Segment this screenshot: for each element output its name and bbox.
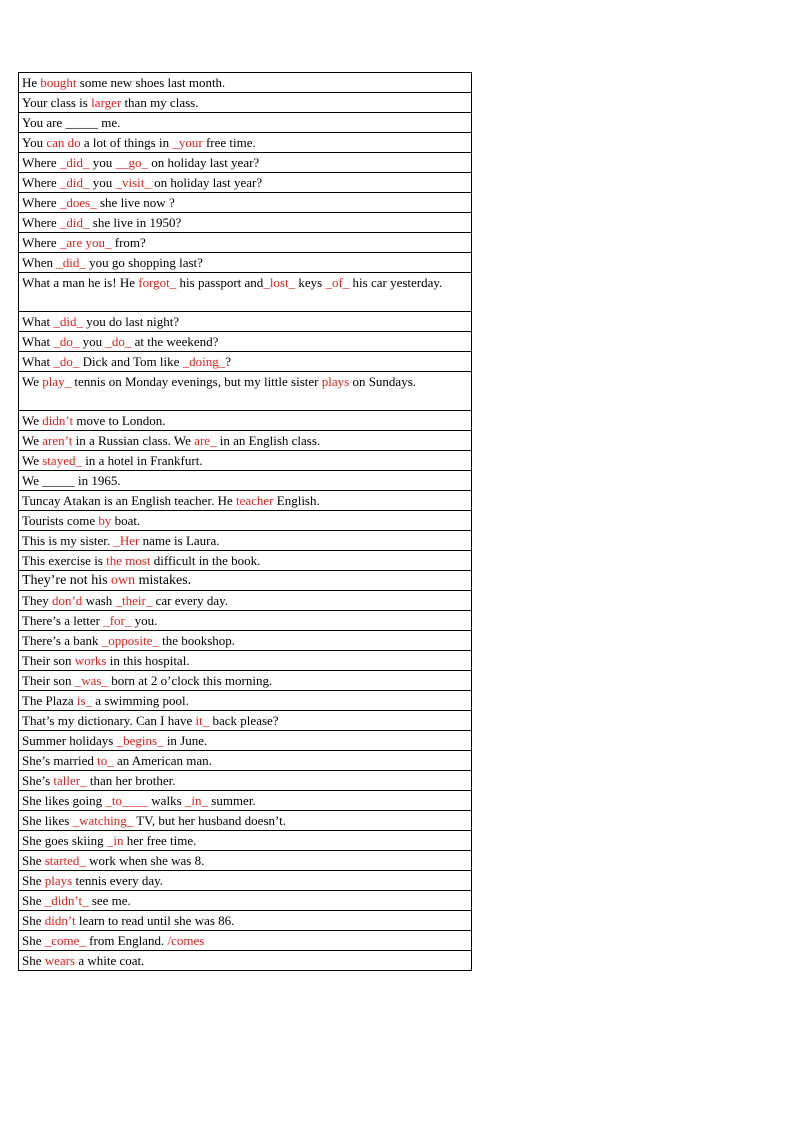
exercise-row [19, 451, 472, 471]
exercise-row [19, 411, 472, 431]
answer-text: _did_ [59, 174, 90, 190]
sentence-text: his passport and [176, 275, 264, 290]
sentence-text: We [22, 412, 43, 428]
sentence-text: work when she was 8. [85, 852, 205, 868]
sentence-text: in this hospital. [106, 652, 190, 668]
sentence-cell [19, 273, 472, 312]
sentence-cell [19, 591, 472, 611]
sentence-text: She [22, 932, 45, 948]
exercise-row [19, 691, 472, 711]
sentence-cell [19, 332, 472, 352]
sentence-text: English. [273, 492, 320, 508]
answer-text: _watching_ [72, 812, 134, 828]
sentence-cell [19, 751, 472, 771]
answer-text: _doing_ [182, 353, 226, 369]
sentence-cell [19, 372, 472, 411]
sentence-cell [19, 551, 472, 571]
sentence-cell [19, 173, 472, 193]
exercise-row [19, 93, 472, 113]
answer-text: _was_ [74, 672, 108, 688]
sentence-text: Their son [22, 672, 75, 688]
exercise-row [19, 531, 472, 551]
sentence-cell [19, 571, 472, 591]
answer-text: _do_ [53, 353, 80, 369]
answer-text: plays [44, 872, 73, 888]
sentence-text: the bookshop. [158, 632, 236, 648]
answer-text: didn’t [44, 912, 76, 928]
answer-text: is_ [76, 692, 93, 708]
sentence-text: you [89, 174, 116, 190]
sentence-text: Where [22, 214, 60, 230]
sentence-cell [19, 93, 472, 113]
exercise-row [19, 731, 472, 751]
exercise-row [19, 571, 472, 591]
sentence-text: She [22, 892, 45, 908]
sentence-text: you [89, 154, 116, 170]
exercise-row [19, 173, 472, 193]
answer-text: _their_ [115, 592, 153, 608]
sentence-text: her free time. [123, 832, 197, 848]
answer-text: started_ [44, 852, 86, 868]
answer-text: are_ [194, 432, 217, 448]
sentence-cell [19, 431, 472, 451]
sentence-cell [19, 831, 472, 851]
sentence-cell [19, 871, 472, 891]
exercise-row [19, 631, 472, 651]
sentence-cell [19, 113, 472, 133]
exercise-row [19, 911, 472, 931]
sentence-text: The Plaza [22, 692, 77, 708]
sentence-text: We [22, 432, 43, 448]
sentence-text: you. [131, 612, 158, 628]
sentence-text: She goes skiing [22, 832, 107, 848]
sentence-cell [19, 312, 472, 332]
sentence-cell [19, 531, 472, 551]
exercise-row [19, 332, 472, 352]
answer-text: _did_ [53, 313, 84, 329]
answer-text: _are you_ [59, 234, 112, 250]
sentence-text: Tuncay Atakan is an English teacher. He [22, 492, 236, 508]
sentence-text: There’s a bank [22, 632, 102, 648]
sentence-text: They [22, 592, 52, 608]
sentence-text: you do last night? [83, 313, 180, 329]
sentence-text: Dick and Tom like [79, 353, 183, 369]
sentence-cell [19, 233, 472, 253]
exercise-row [19, 133, 472, 153]
exercise-row [19, 611, 472, 631]
sentence-text: They’re not his [22, 572, 112, 588]
sentence-text: She’s [22, 772, 54, 788]
sentence-cell [19, 811, 472, 831]
sentence-cell [19, 911, 472, 931]
sentence-text: Where [22, 174, 60, 190]
sentence-cell [19, 411, 472, 431]
sentence-text: She likes [22, 812, 73, 828]
exercise-row [19, 951, 472, 971]
sentence-text: There’s a letter [22, 612, 104, 628]
exercise-row [19, 273, 472, 312]
sentence-text: She [22, 872, 45, 888]
sentence-text: difficult in the book. [150, 552, 261, 568]
sentence-text: What a man he is! He [22, 275, 139, 290]
sentence-text: This is my sister. [22, 532, 114, 548]
sentence-text: she live in 1950? [89, 214, 182, 230]
exercise-row [19, 312, 472, 332]
sentence-text: move to London. [73, 412, 166, 428]
sentence-text: She [22, 912, 45, 928]
exercise-row [19, 213, 472, 233]
answer-text: _did_ [56, 254, 86, 270]
sentence-text: name is Laura. [139, 532, 220, 548]
sentence-cell [19, 73, 472, 93]
sentence-cell [19, 951, 472, 971]
sentence-cell [19, 671, 472, 691]
exercise-row [19, 193, 472, 213]
sentence-text: We [22, 374, 43, 389]
answer-text: play_ [42, 374, 72, 389]
exercise-row [19, 591, 472, 611]
sentence-text: a lot of things in [80, 134, 173, 150]
sentence-text: She’s married [22, 752, 98, 768]
exercise-row [19, 253, 472, 273]
answer-text: _did_ [59, 214, 90, 230]
answer-text: larger [91, 94, 122, 110]
answer-text: wears [44, 952, 76, 968]
answer-text: /comes [167, 932, 205, 948]
sentence-text: You are _____ me. [22, 114, 121, 130]
exercise-row [19, 511, 472, 531]
exercise-row [19, 651, 472, 671]
sentence-text: This exercise is [22, 552, 107, 568]
exercise-row [19, 751, 472, 771]
sentence-text: She [22, 852, 45, 868]
sentence-cell [19, 491, 472, 511]
sentence-cell [19, 352, 472, 372]
sentence-cell [19, 851, 472, 871]
answer-text: _come_ [44, 932, 86, 948]
exercise-row [19, 871, 472, 891]
sentence-text: in a Russian class. We [72, 432, 195, 448]
sentence-text: you go shopping last? [85, 254, 203, 270]
sentence-cell [19, 153, 472, 173]
sentence-text: she live now ? [96, 194, 175, 210]
sentence-text: We _____ in 1965. [22, 472, 121, 488]
answer-text: _begins_ [116, 732, 164, 748]
sentence-text: on holiday last year? [150, 174, 263, 190]
sentence-text: She [22, 952, 45, 968]
answer-text: can do [46, 134, 81, 150]
sentence-text: She likes going [22, 792, 106, 808]
sentence-cell [19, 651, 472, 671]
answer-text: _for_ [103, 612, 132, 628]
answer-text: own [111, 572, 136, 588]
answer-text: aren’t [42, 432, 73, 448]
answer-text: stayed_ [42, 452, 82, 468]
sentence-text: learn to read until she was 86. [75, 912, 235, 928]
exercise-table-body [19, 73, 472, 971]
sentence-cell [19, 931, 472, 951]
sentence-text: TV, but her husband doesn’t. [133, 812, 286, 828]
sentence-text: Where [22, 154, 60, 170]
sentence-text: tennis on Monday evenings, but my little sister [71, 374, 322, 389]
sentence-cell [19, 691, 472, 711]
sentence-text: You [22, 134, 47, 150]
exercise-row [19, 352, 472, 372]
sentence-cell [19, 213, 472, 233]
sentence-cell [19, 711, 472, 731]
answer-text: _didn’t_ [44, 892, 89, 908]
sentence-text: in June. [163, 732, 208, 748]
answer-text: taller_ [53, 772, 87, 788]
sentence-text: back please? [209, 712, 279, 728]
sentence-cell [19, 611, 472, 631]
sentence-text: keys [295, 275, 326, 290]
sentence-cell [19, 471, 472, 491]
sentence-text: He [22, 74, 41, 90]
sentence-text: wash [82, 592, 116, 608]
answer-text: by [98, 512, 112, 528]
sentence-text: see me. [88, 892, 131, 908]
exercise-row [19, 811, 472, 831]
sentence-cell [19, 133, 472, 153]
sentence-text: car every day. [152, 592, 229, 608]
sentence-text: tennis every day. [72, 872, 164, 888]
sentence-text: a white coat. [75, 952, 145, 968]
answer-text: works [74, 652, 107, 668]
exercise-row [19, 491, 472, 511]
sentence-text: you [79, 333, 106, 349]
sentence-text: When [22, 254, 57, 270]
sentence-text: than her brother. [86, 772, 176, 788]
answer-text: it_ [195, 712, 210, 728]
sentence-text: on holiday last year? [148, 154, 260, 170]
sentence-text: born at 2 o’clock this morning. [107, 672, 273, 688]
sentence-text: boat. [111, 512, 141, 528]
exercise-row [19, 771, 472, 791]
answer-text: didn’t [42, 412, 74, 428]
sentence-text: Their son [22, 652, 75, 668]
answer-text: _does_ [59, 194, 97, 210]
exercise-row [19, 233, 472, 253]
exercise-row [19, 372, 472, 411]
sentence-text: Where [22, 194, 60, 210]
answer-text: _did_ [59, 154, 90, 170]
exercise-row [19, 471, 472, 491]
answer-text: _to____ [105, 792, 149, 808]
exercise-row [19, 831, 472, 851]
sentence-cell [19, 511, 472, 531]
answer-text: the most [106, 552, 151, 568]
sentence-text: summer. [208, 792, 256, 808]
answer-text: _of_ [325, 275, 350, 290]
answer-text: _in [106, 832, 124, 848]
answer-text: bought [40, 74, 77, 90]
sentence-text: on Sundays. [349, 374, 416, 389]
sentence-text: mistakes. [135, 572, 192, 588]
sentence-cell [19, 771, 472, 791]
answer-text: _do_ [105, 333, 132, 349]
sentence-text: ? [225, 353, 232, 369]
answer-text: _lost_ [263, 275, 296, 290]
sentence-text: walks [148, 792, 185, 808]
sentence-text: free time. [202, 134, 256, 150]
exercise-row [19, 551, 472, 571]
sentence-cell [19, 451, 472, 471]
sentence-cell [19, 791, 472, 811]
exercise-row [19, 73, 472, 93]
sentence-text: than my class. [121, 94, 199, 110]
answer-text: to_ [97, 752, 114, 768]
answer-text: _in_ [184, 792, 209, 808]
exercise-row [19, 851, 472, 871]
sentence-text: Where [22, 234, 60, 250]
answer-text: teacher [235, 492, 274, 508]
sentence-cell [19, 731, 472, 751]
answer-text: _your [172, 134, 203, 150]
sentence-text: at the weekend? [131, 333, 219, 349]
sentence-cell [19, 631, 472, 651]
sentence-text: a swimming pool. [92, 692, 189, 708]
sentence-text: from? [111, 234, 146, 250]
sentence-text: What [22, 333, 54, 349]
exercise-table [18, 72, 472, 971]
sentence-text: Your class is [22, 94, 92, 110]
answer-text: _visit_ [115, 174, 151, 190]
sentence-text: Summer holidays [22, 732, 117, 748]
sentence-text: What [22, 313, 54, 329]
sentence-text: That’s my dictionary. Can I have [22, 712, 196, 728]
answer-text: __go_ [115, 154, 149, 170]
sentence-cell [19, 891, 472, 911]
answer-text: forgot_ [138, 275, 177, 290]
answer-text: don’d [51, 592, 83, 608]
sentence-text: Tourists come [22, 512, 99, 528]
exercise-row [19, 791, 472, 811]
sentence-text: some new shoes last month. [76, 74, 226, 90]
sentence-cell [19, 253, 472, 273]
exercise-row [19, 431, 472, 451]
exercise-row [19, 711, 472, 731]
exercise-row [19, 153, 472, 173]
answer-text: plays [321, 374, 350, 389]
sentence-text: from England. [85, 932, 168, 948]
sentence-text: What [22, 353, 54, 369]
sentence-text: in an English class. [216, 432, 321, 448]
sentence-text: an American man. [113, 752, 212, 768]
exercise-row [19, 671, 472, 691]
exercise-row [19, 931, 472, 951]
sentence-text: We [22, 452, 43, 468]
sentence-text: his car yesterday. [349, 275, 443, 290]
answer-text: _opposite_ [101, 632, 159, 648]
sentence-cell [19, 193, 472, 213]
sentence-text: in a hotel in Frankfurt. [81, 452, 203, 468]
answer-text: _do_ [53, 333, 80, 349]
exercise-row [19, 113, 472, 133]
answer-text: _Her [113, 532, 140, 548]
exercise-row [19, 891, 472, 911]
